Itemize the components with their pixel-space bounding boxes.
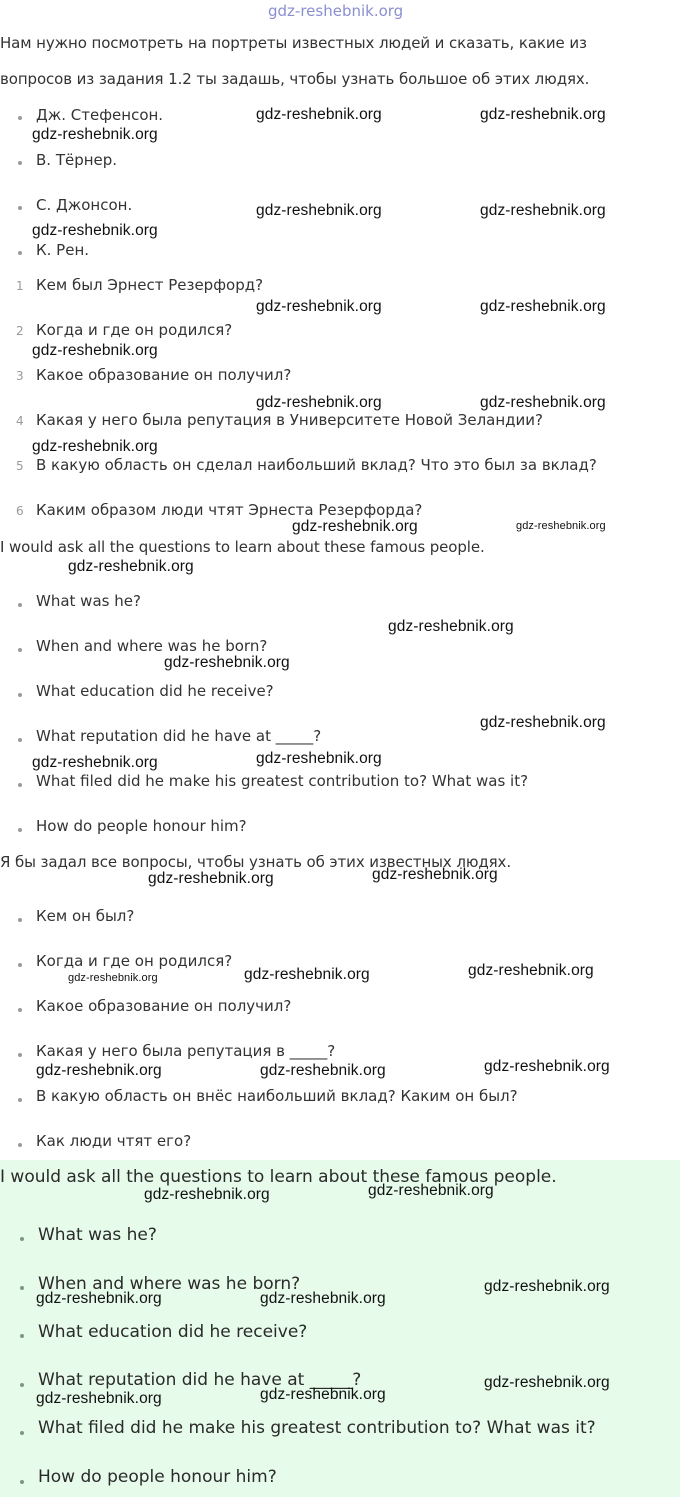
english-heading: I would ask all the questions to learn about these famous people. xyxy=(0,538,485,556)
list-item: Кем был Эрнест Резерфорд? xyxy=(36,276,264,294)
bullet-icon xyxy=(20,1237,24,1241)
list-item: When and where was he born? xyxy=(38,1274,301,1294)
watermark: gdz-reshebnik.org xyxy=(256,202,382,219)
watermark: gdz-reshebnik.org xyxy=(32,438,158,455)
bullet-icon xyxy=(18,1053,22,1057)
list-item: Какое образование он получил? xyxy=(36,366,292,384)
bullet-icon xyxy=(20,1334,24,1338)
intro-line-2: вопросов из задания 1.2 ты задашь, чтобы узнать большое об этих людях. xyxy=(0,70,590,88)
watermark: gdz-reshebnik.org xyxy=(372,866,498,883)
list-item: К. Рен. xyxy=(36,241,90,259)
list-number: 4 xyxy=(16,414,24,428)
watermark: gdz-reshebnik.org xyxy=(256,394,382,411)
list-item: Когда и где он родился? xyxy=(36,952,233,970)
watermark: gdz-reshebnik.org xyxy=(256,750,382,767)
list-item: Какое образование он получил? xyxy=(36,997,292,1015)
bullet-icon xyxy=(18,116,22,120)
watermark: gdz-reshebnik.org xyxy=(260,1062,386,1079)
bullet-icon xyxy=(18,603,22,607)
list-number: 6 xyxy=(16,504,24,518)
watermark: gdz-reshebnik.org xyxy=(32,754,158,771)
bullet-icon xyxy=(20,1383,24,1387)
list-item: What education did he receive? xyxy=(36,682,274,700)
watermark: gdz-reshebnik.org xyxy=(256,106,382,123)
watermark: gdz-reshebnik.org xyxy=(480,106,606,123)
watermark: gdz-reshebnik.org xyxy=(368,1182,494,1199)
watermark: gdz-reshebnik.org xyxy=(468,962,594,979)
watermark: gdz-reshebnik.org xyxy=(164,654,290,671)
watermark: gdz-reshebnik.org xyxy=(260,1386,386,1403)
list-item: Когда и где он родился? xyxy=(36,321,233,339)
list-item: В какую область он внёс наибольший вклад? Каким он был? xyxy=(36,1087,518,1105)
answer-heading: I would ask all the questions to learn about these famous people. xyxy=(0,1167,557,1187)
bullet-icon xyxy=(18,738,22,742)
bullet-icon xyxy=(20,1286,24,1290)
watermark: gdz-reshebnik.org xyxy=(484,1374,610,1391)
list-item: What filed did he make his greatest contribution to? What was it? xyxy=(36,772,529,790)
bullet-icon xyxy=(18,648,22,652)
list-item: Какая у него была репутация в Университете Новой Зеландии? xyxy=(36,411,543,429)
bullet-icon xyxy=(18,693,22,697)
list-item: What was he? xyxy=(38,1225,157,1245)
list-item: В какую область он сделал наибольший вклад? Что это был за вклад? xyxy=(36,456,597,474)
watermark: gdz-reshebnik.org xyxy=(36,1290,162,1307)
bullet-icon xyxy=(18,828,22,832)
russian-heading: Я бы задал все вопросы, чтобы узнать об этих известных людях. xyxy=(0,853,511,871)
list-item: What was he? xyxy=(36,592,141,610)
list-item: С. Джонсон. xyxy=(36,196,133,214)
watermark: gdz-reshebnik.org xyxy=(256,298,382,315)
list-item: Какая у него была репутация в _____? xyxy=(36,1042,336,1060)
list-item: What filed did he make his greatest contribution to? What was it? xyxy=(38,1418,596,1438)
watermark: gdz-reshebnik.org xyxy=(480,714,606,731)
bullet-icon xyxy=(18,1143,22,1147)
watermark: gdz-reshebnik.org xyxy=(480,298,606,315)
bullet-icon xyxy=(20,1480,24,1484)
list-item: В. Тёрнер. xyxy=(36,151,118,169)
watermark: gdz-reshebnik.org xyxy=(148,870,274,887)
list-item: Каким образом люди чтят Эрнеста Резерфорда? xyxy=(36,501,423,519)
list-item: What education did he receive? xyxy=(38,1322,308,1342)
watermark: gdz-reshebnik.org xyxy=(484,1058,610,1075)
watermark: gdz-reshebnik.org xyxy=(292,518,418,535)
bullet-icon xyxy=(18,783,22,787)
bullet-icon xyxy=(18,963,22,967)
watermark: gdz-reshebnik.org xyxy=(144,1186,270,1203)
list-number: 1 xyxy=(16,279,24,293)
site-title[interactable]: gdz-reshebnik.org xyxy=(268,2,404,20)
watermark: gdz-reshebnik.org xyxy=(68,558,194,575)
list-item: How do people honour him? xyxy=(38,1467,277,1487)
bullet-icon xyxy=(18,251,22,255)
bullet-icon xyxy=(18,161,22,165)
list-item: Дж. Стефенсон. xyxy=(36,106,164,124)
list-number: 2 xyxy=(16,324,24,338)
list-item: How do people honour him? xyxy=(36,817,247,835)
watermark: gdz-reshebnik.org xyxy=(36,1062,162,1079)
watermark: gdz-reshebnik.org xyxy=(32,126,158,143)
watermark: gdz-reshebnik.org xyxy=(32,342,158,359)
intro-line-1: Нам нужно посмотреть на портреты известных людей и сказать, какие из xyxy=(0,34,587,52)
watermark: gdz-reshebnik.org xyxy=(68,972,158,984)
watermark: gdz-reshebnik.org xyxy=(244,966,370,983)
list-number: 5 xyxy=(16,459,24,473)
list-item: When and where was he born? xyxy=(36,637,268,655)
bullet-icon xyxy=(18,1098,22,1102)
bullet-icon xyxy=(18,1008,22,1012)
bullet-icon xyxy=(18,206,22,210)
watermark: gdz-reshebnik.org xyxy=(260,1290,386,1307)
watermark: gdz-reshebnik.org xyxy=(516,520,606,532)
watermark: gdz-reshebnik.org xyxy=(32,222,158,239)
list-item: What reputation did he have at _____? xyxy=(38,1370,362,1390)
watermark: gdz-reshebnik.org xyxy=(480,394,606,411)
watermark: gdz-reshebnik.org xyxy=(480,202,606,219)
watermark: gdz-reshebnik.org xyxy=(484,1278,610,1295)
list-item: Как люди чтят его? xyxy=(36,1132,192,1150)
watermark: gdz-reshebnik.org xyxy=(36,1390,162,1407)
bullet-icon xyxy=(18,918,22,922)
watermark: gdz-reshebnik.org xyxy=(388,618,514,635)
list-item: What reputation did he have at _____? xyxy=(36,727,322,745)
bullet-icon xyxy=(20,1431,24,1435)
list-number: 3 xyxy=(16,369,24,383)
list-item: Кем он был? xyxy=(36,907,135,925)
